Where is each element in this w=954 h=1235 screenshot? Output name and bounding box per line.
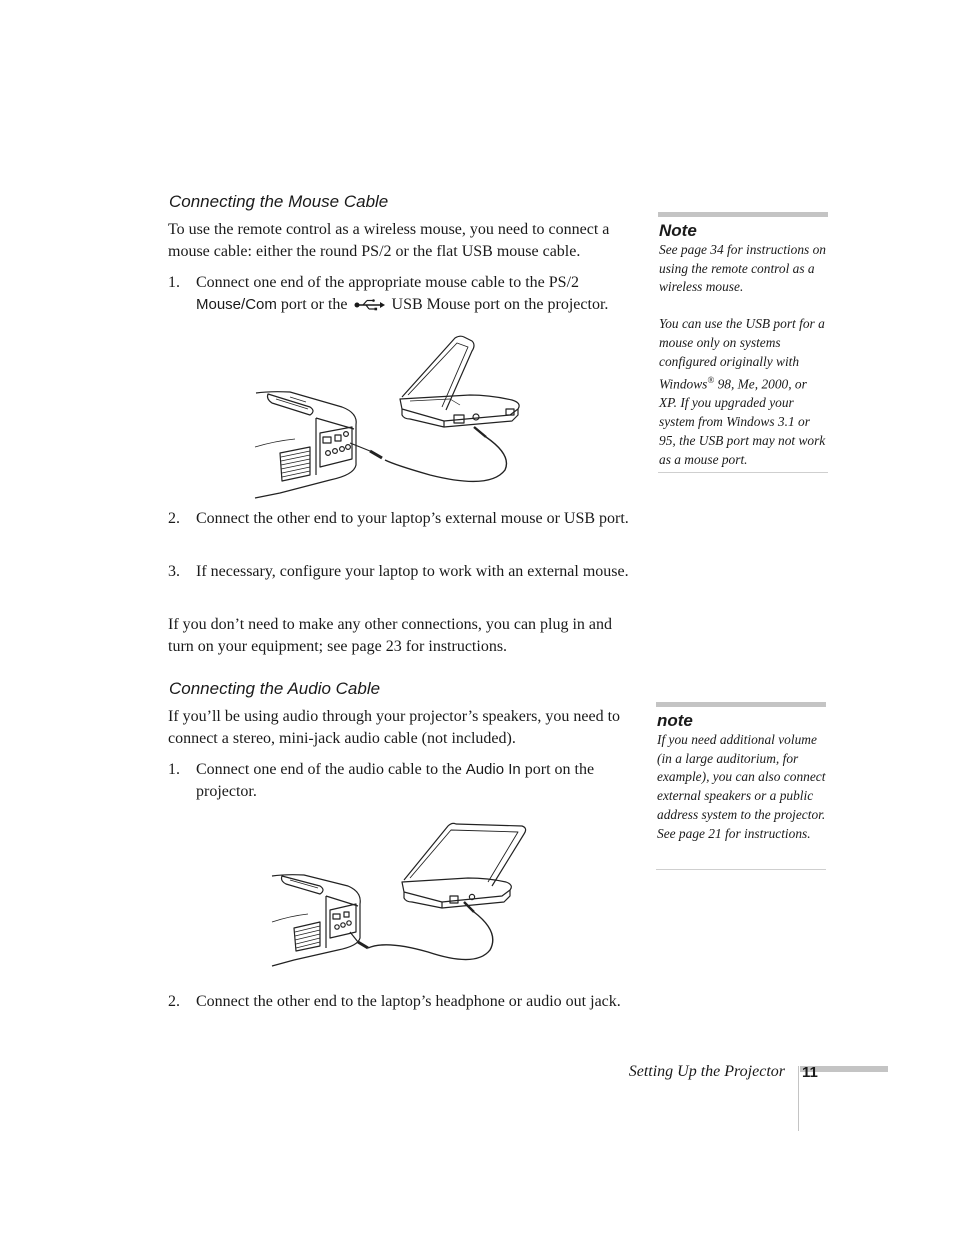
step-text: If necessary, configure your laptop to work with an external mouse. [196, 563, 629, 580]
note-paragraph: You can use the USB port for a mouse only on systems configured originally with Windows® 98, Me, 2000, or XP. If you upgraded your system from Windows 3.1 or 95, the USB port may not work as a mouse port. [659, 316, 826, 467]
step-text: Connect the other end to your laptop’s external mouse or USB port. [196, 510, 629, 527]
mouse-section-heading: Connecting the Mouse Cable [169, 192, 389, 211]
mouse-step-3 [168, 561, 634, 583]
note-wireless-mouse [658, 212, 828, 473]
step-number: 3. [168, 563, 180, 580]
footer-chapter-title: Setting Up the Projector [628, 1063, 785, 1080]
note-heading: note [657, 711, 693, 730]
step-text [196, 272, 634, 316]
mouse-outro-paragraph: If you don’t need to make any other connections, you can plug in and turn on your equipment; see page 23 for instructions. [168, 616, 613, 655]
step-number: 2. [168, 993, 180, 1010]
note-paragraph: If you need additional volume (in a large auditorium, for example), you can also connect external speakers or a public address system to the projector. See page 21 for instructions. [657, 732, 826, 841]
step-text-part: Connect one end of the audio cable to the [196, 761, 462, 778]
step-text-part: USB Mouse port on the projector. [391, 296, 609, 313]
footer-divider [798, 1066, 799, 1131]
note-audio-volume [656, 702, 826, 870]
step-text: Connect the other end to the laptop’s headphone or audio out jack. [196, 993, 621, 1010]
note-paragraph: See page 34 for instructions on using the remote control as a wireless mouse. [659, 242, 826, 295]
mouse-intro-paragraph: To use the remote control as a wireless mouse, you need to connect a mouse cable: either the round PS/2 or the flat USB mouse cable. [168, 221, 610, 260]
page-number: 11 [802, 1064, 818, 1081]
audio-in-port-label: Audio In [465, 761, 521, 778]
audio-cable-illustration [268, 820, 533, 972]
step-number: 1. [168, 274, 180, 291]
audio-section-heading: Connecting the Audio Cable [169, 679, 381, 698]
mouse-cable-illustration [250, 335, 550, 503]
step-number: 2. [168, 510, 180, 527]
usb-icon [354, 299, 386, 311]
note-heading: Note [659, 221, 697, 240]
step-text-part: port or the [280, 296, 348, 313]
step-number: 1. [168, 761, 180, 778]
step-text-part: Connect one end of the appropriate mouse cable to the PS/2 [196, 274, 580, 291]
audio-step-1 [168, 759, 634, 803]
mouse-step-2 [168, 508, 634, 530]
audio-step-2 [168, 991, 634, 1013]
step-text [196, 759, 634, 803]
audio-intro-paragraph: If you’ll be using audio through your projector’s speakers, you need to connect a stereo, mini-jack audio cable (not included). [168, 708, 621, 747]
step-text-part: port on the projector. [196, 761, 595, 800]
mouse-com-port-label: Mouse/Com [196, 296, 277, 313]
mouse-step-1 [168, 272, 634, 316]
